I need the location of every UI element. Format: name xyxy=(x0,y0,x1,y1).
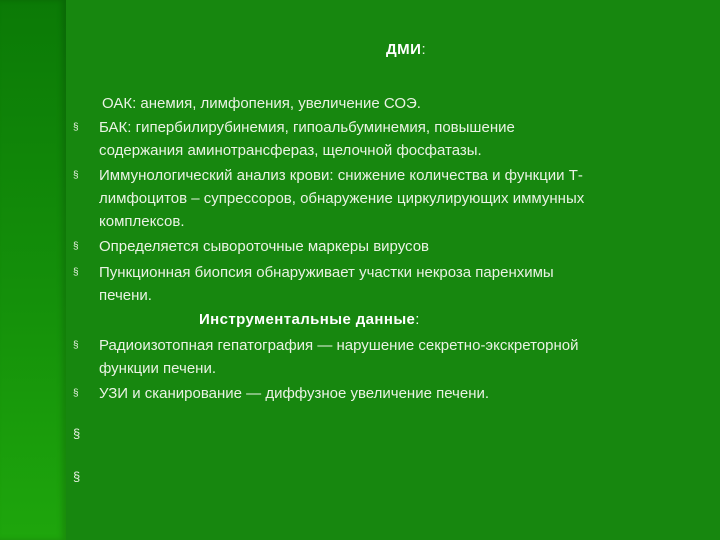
square-bullet-icon: § xyxy=(73,170,79,181)
list-item-text: Иммунологический анализ крови: снижение количества и функции Т- xyxy=(99,167,583,184)
section-subheading-colon: : xyxy=(415,311,420,328)
section-subheading-text: Инструментальные данные xyxy=(199,311,416,328)
square-bullet-icon: § xyxy=(73,267,79,278)
left-accent-band xyxy=(0,0,66,540)
square-bullet-icon: § xyxy=(73,122,79,133)
section-subheading xyxy=(199,310,419,329)
empty-square-bullet-icon: § xyxy=(73,426,81,441)
slide-title xyxy=(386,41,426,58)
list-item-text: функции печени. xyxy=(99,360,216,377)
empty-square-bullet-icon: § xyxy=(73,469,81,484)
list-item-text: печени. xyxy=(99,287,152,304)
list-item-text: содержания аминотрансфераз, щелочной фосфатазы. xyxy=(99,142,482,159)
square-bullet-icon: § xyxy=(73,340,79,351)
square-bullet-icon: § xyxy=(73,241,79,252)
square-bullet-icon: § xyxy=(73,388,79,399)
slide-title-text: ДМИ xyxy=(386,41,422,58)
list-item-text: Радиоизотопная гепатография — нарушение секретно-экскреторной xyxy=(99,337,579,354)
list-item-text: БАК: гипербилирубинемия, гипоальбуминемия, повышение xyxy=(99,119,515,136)
list-item-text: лимфоцитов – супрессоров, обнаружение циркулирующих иммунных xyxy=(99,190,585,207)
list-item-text: комплексов. xyxy=(99,213,185,230)
list-item-text: Пункционная биопсия обнаруживает участки некроза паренхимы xyxy=(99,264,554,281)
list-item-text: ОАК: анемия, лимфопения, увеличение СОЭ. xyxy=(102,95,421,112)
list-item-text: УЗИ и сканирование — диффузное увеличение печени. xyxy=(99,385,490,402)
slide-title-colon: : xyxy=(421,41,427,58)
list-item-text: Определяется сывороточные маркеры вирусов xyxy=(99,238,430,255)
